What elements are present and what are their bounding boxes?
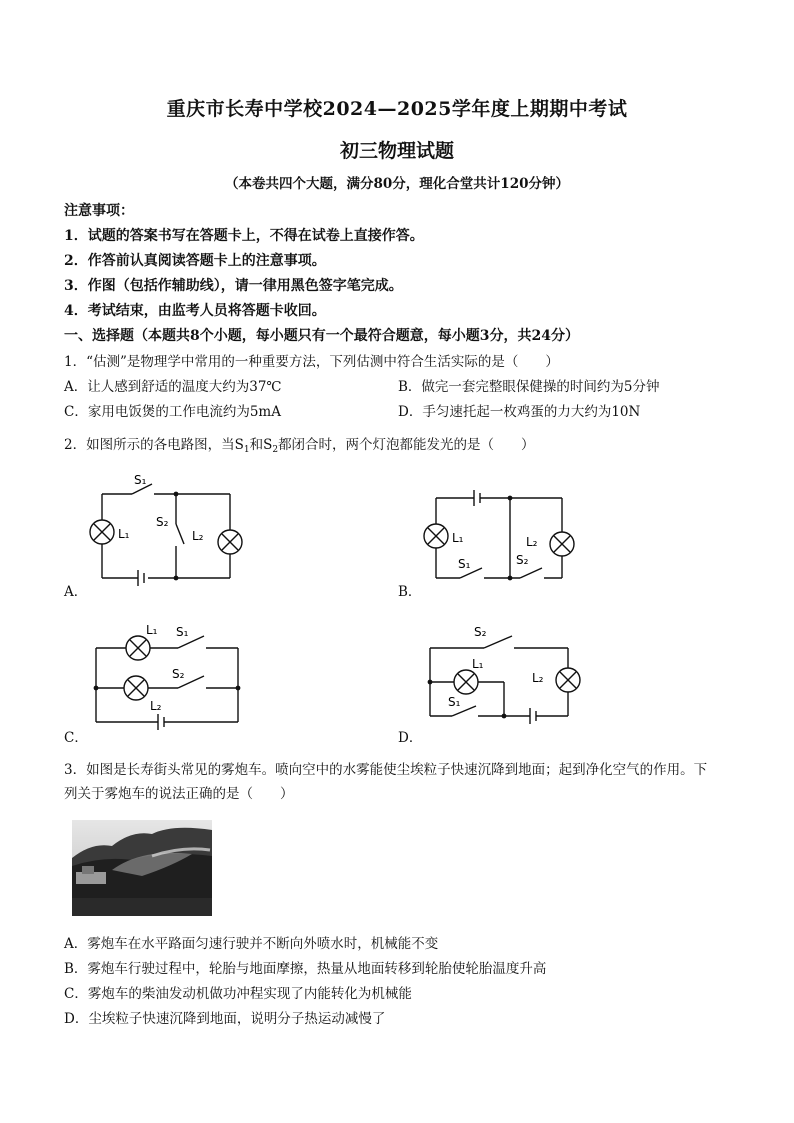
question-1-option-b: B．做完一套完整眼保健操的时间约为5分钟 <box>398 379 660 395</box>
label-l1: L₁ <box>146 623 158 637</box>
circuit-diagram-c <box>86 622 246 740</box>
question-2-option-a-label: A． <box>64 584 88 600</box>
section-heading: 一、选择题（本题共8个小题，每小题只有一个最符合题意，每小题3分，共24分） <box>64 328 579 344</box>
question-1-stem: 1．“估测”是物理学中常用的一种重要方法，下列估测中符合生活实际的是（ ） <box>64 354 559 370</box>
label-s1: S₁ <box>448 695 461 709</box>
question-3-option-d: D．尘埃粒子快速沉降到地面，说明分子热运动减慢了 <box>64 1011 386 1027</box>
label-s2: S₂ <box>156 515 169 529</box>
question-3-stem-line-2: 列关于雾炮车的说法正确的是（ ） <box>64 786 294 802</box>
question-1-option-d: D．手匀速托起一枚鸡蛋的力大约为10N <box>398 404 641 420</box>
circuit-diagram-d <box>418 622 588 732</box>
question-3-stem-line-1: 3．如图是长寿街头常见的雾炮车。喷向空中的水雾能使尘埃粒子快速沉降到地面；起到净化空气的作用。下 <box>64 762 708 778</box>
question-3-option-b: B．雾炮车行驶过程中，轮胎与地面摩擦，热量从地面转移到轮胎使轮胎温度升高 <box>64 961 547 977</box>
label-l1: L₁ <box>472 657 484 671</box>
fog-cannon-truck-photo <box>72 820 212 916</box>
question-3-option-c: C．雾炮车的柴油发动机做功冲程实现了内能转化为机械能 <box>64 986 412 1002</box>
question-2-option-c-label: C． <box>64 730 88 746</box>
label-s1: S₁ <box>134 473 147 487</box>
label-s1: S₁ <box>458 557 471 571</box>
circuit-diagram-a <box>80 468 250 588</box>
notice-item-2: 2．作答前认真阅读答题卡上的注意事项。 <box>64 253 326 269</box>
exam-title: 重庆市长寿中学校2024—2025学年度上期期中考试 <box>166 98 628 120</box>
circuit-diagram-b <box>420 484 590 588</box>
label-l2: L₂ <box>526 535 538 549</box>
question-2-stem: 2．如图所示的各电路图，当$S_1$和$S_2$都闭合时，两个灯泡都能发光的是（ ） <box>64 437 535 455</box>
notice-item-3: 3．作图（包括作辅助线），请一律用黑色签字笔完成。 <box>64 278 403 294</box>
question-1-option-c: C．家用电饭煲的工作电流约为5mA <box>64 404 281 420</box>
question-1-option-a: A．让人感到舒适的温度大约为37℃ <box>64 379 282 395</box>
label-l2: L₂ <box>150 699 162 713</box>
exam-note: （本卷共四个大题，满分80分，理化合堂共计120分钟） <box>225 176 569 192</box>
label-s2: S₂ <box>172 667 185 681</box>
question-2-option-d-label: D． <box>398 730 423 746</box>
label-s1: S₁ <box>176 625 189 639</box>
label-l1: L₁ <box>452 531 464 545</box>
label-l2: L₂ <box>532 671 544 685</box>
label-l1: L₁ <box>118 527 130 541</box>
notice-item-1: 1．试题的答案书写在答题卡上，不得在试卷上直接作答。 <box>64 228 424 244</box>
notice-item-4: 4．考试结束，由监考人员将答题卡收回。 <box>64 303 326 319</box>
label-s2: S₂ <box>516 553 529 567</box>
label-s2: S₂ <box>474 625 487 639</box>
exam-subtitle: 初三物理试题 <box>339 140 454 162</box>
question-2-option-b-label: B． <box>398 584 422 600</box>
question-3-option-a: A．雾炮车在水平路面匀速行驶并不断向外喷水时，机械能不变 <box>64 936 439 952</box>
label-l2: L₂ <box>192 529 204 543</box>
notice-heading: 注意事项： <box>64 203 134 219</box>
